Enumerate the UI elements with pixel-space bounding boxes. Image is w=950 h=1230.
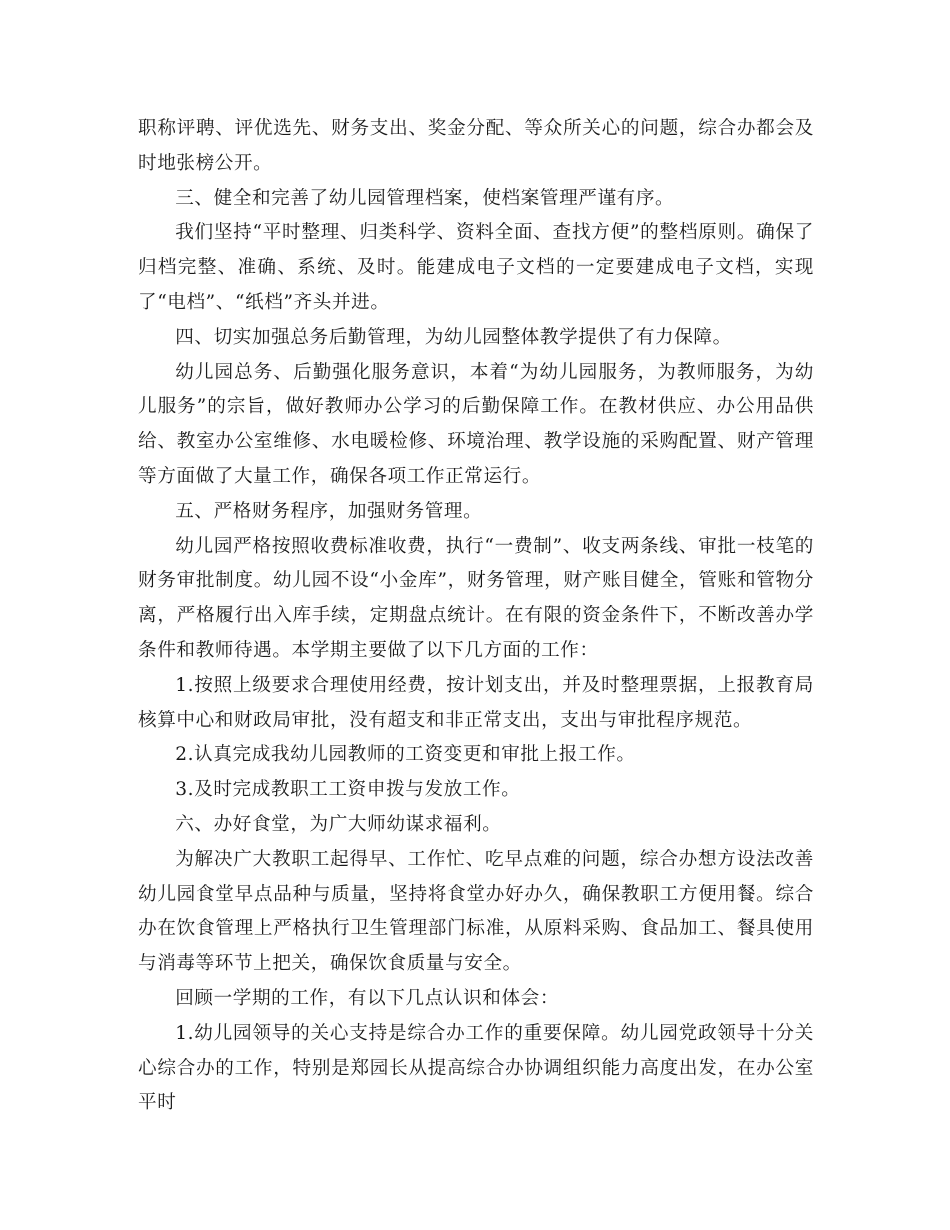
paragraph-review-intro: 回顾一学期的工作，有以下几点认识和体会： xyxy=(175,987,560,1009)
paragraph-canteen: 为解决广大教职工起得早、工作忙、吃早点难的问题，综合办想方设法改善幼儿园食堂早点品种与质量，坚持将食堂办好办久，确保教职工方便用餐。综合办在饮食管理上严格执行卫生管理部门标准，从原料采购、食品加工、餐具使用与消毒等环节上把关，确保饮食质量与安全。 xyxy=(138,848,814,975)
paragraph-logistics: 幼儿园总务、后勤强化服务意识，本着“为幼儿园服务，为教师服务，为幼儿服务”的宗旨，做好教师办公学习的后勤保障工作。在教材供应、办公用品供给、教室办公室维修、水电暖检修、环境治理、教学设施的采购配置、财产管理等方面做了大量工作，确保各项工作正常运行。 xyxy=(138,361,814,487)
paragraph-finance: 幼儿园严格按照收费标准收费，执行“一费制”、收支两条线、审批一枝笔的财务审批制度。幼儿园不设“小金库”，财务管理，财产账目健全，管账和管物分离，严格履行出入库手续，定期盘点统计。在有限的资金条件下，不断改善办学条件和教师待遇。本学期主要做了以下几方面的工作： xyxy=(138,535,814,661)
paragraph-continuation: 职称评聘、评优选先、财务支出、奖金分配、等众所关心的问题，综合办都会及时地张榜公开。 xyxy=(138,118,814,174)
paragraph-archive-principle: 我们坚持“平时整理、归类科学、资料全面、查找方便”的整档原则。确保了归档完整、准确、系统、及时。能建成电子文档的一定要建成电子文档，实现了“电档”、“纸档”齐头并进。 xyxy=(138,222,814,313)
section-heading-6: 六、办好食堂，为广大师幼谋求福利。 xyxy=(175,813,502,835)
document-page xyxy=(138,112,814,1121)
list-item-1: 1.按照上级要求合理使用经费，按计划支出，并及时整理票据，上报教育局核算中心和财政局审批，没有超支和非正常支出，支出与审批程序规范。 xyxy=(138,674,814,731)
review-item-1: 1.幼儿园领导的关心支持是综合办工作的重要保障。幼儿园党政领导十分关心综合办的工作，特别是郑园长从提高综合办协调组织能力高度出发，在办公室平时 xyxy=(138,1022,814,1114)
section-heading-3: 三、健全和完善了幼儿园管理档案，使档案管理严谨有序。 xyxy=(175,187,675,209)
list-item-2: 2.认真完成我幼儿园教师的工资变更和审批上报工作。 xyxy=(175,744,636,766)
section-heading-4: 四、切实加强总务后勤管理，为幼儿园整体教学提供了有力保障。 xyxy=(175,326,732,348)
section-heading-5: 五、严格财务程序，加强财务管理。 xyxy=(175,500,483,522)
list-item-3: 3.及时完成教职工工资申拨与发放工作。 xyxy=(175,779,521,801)
